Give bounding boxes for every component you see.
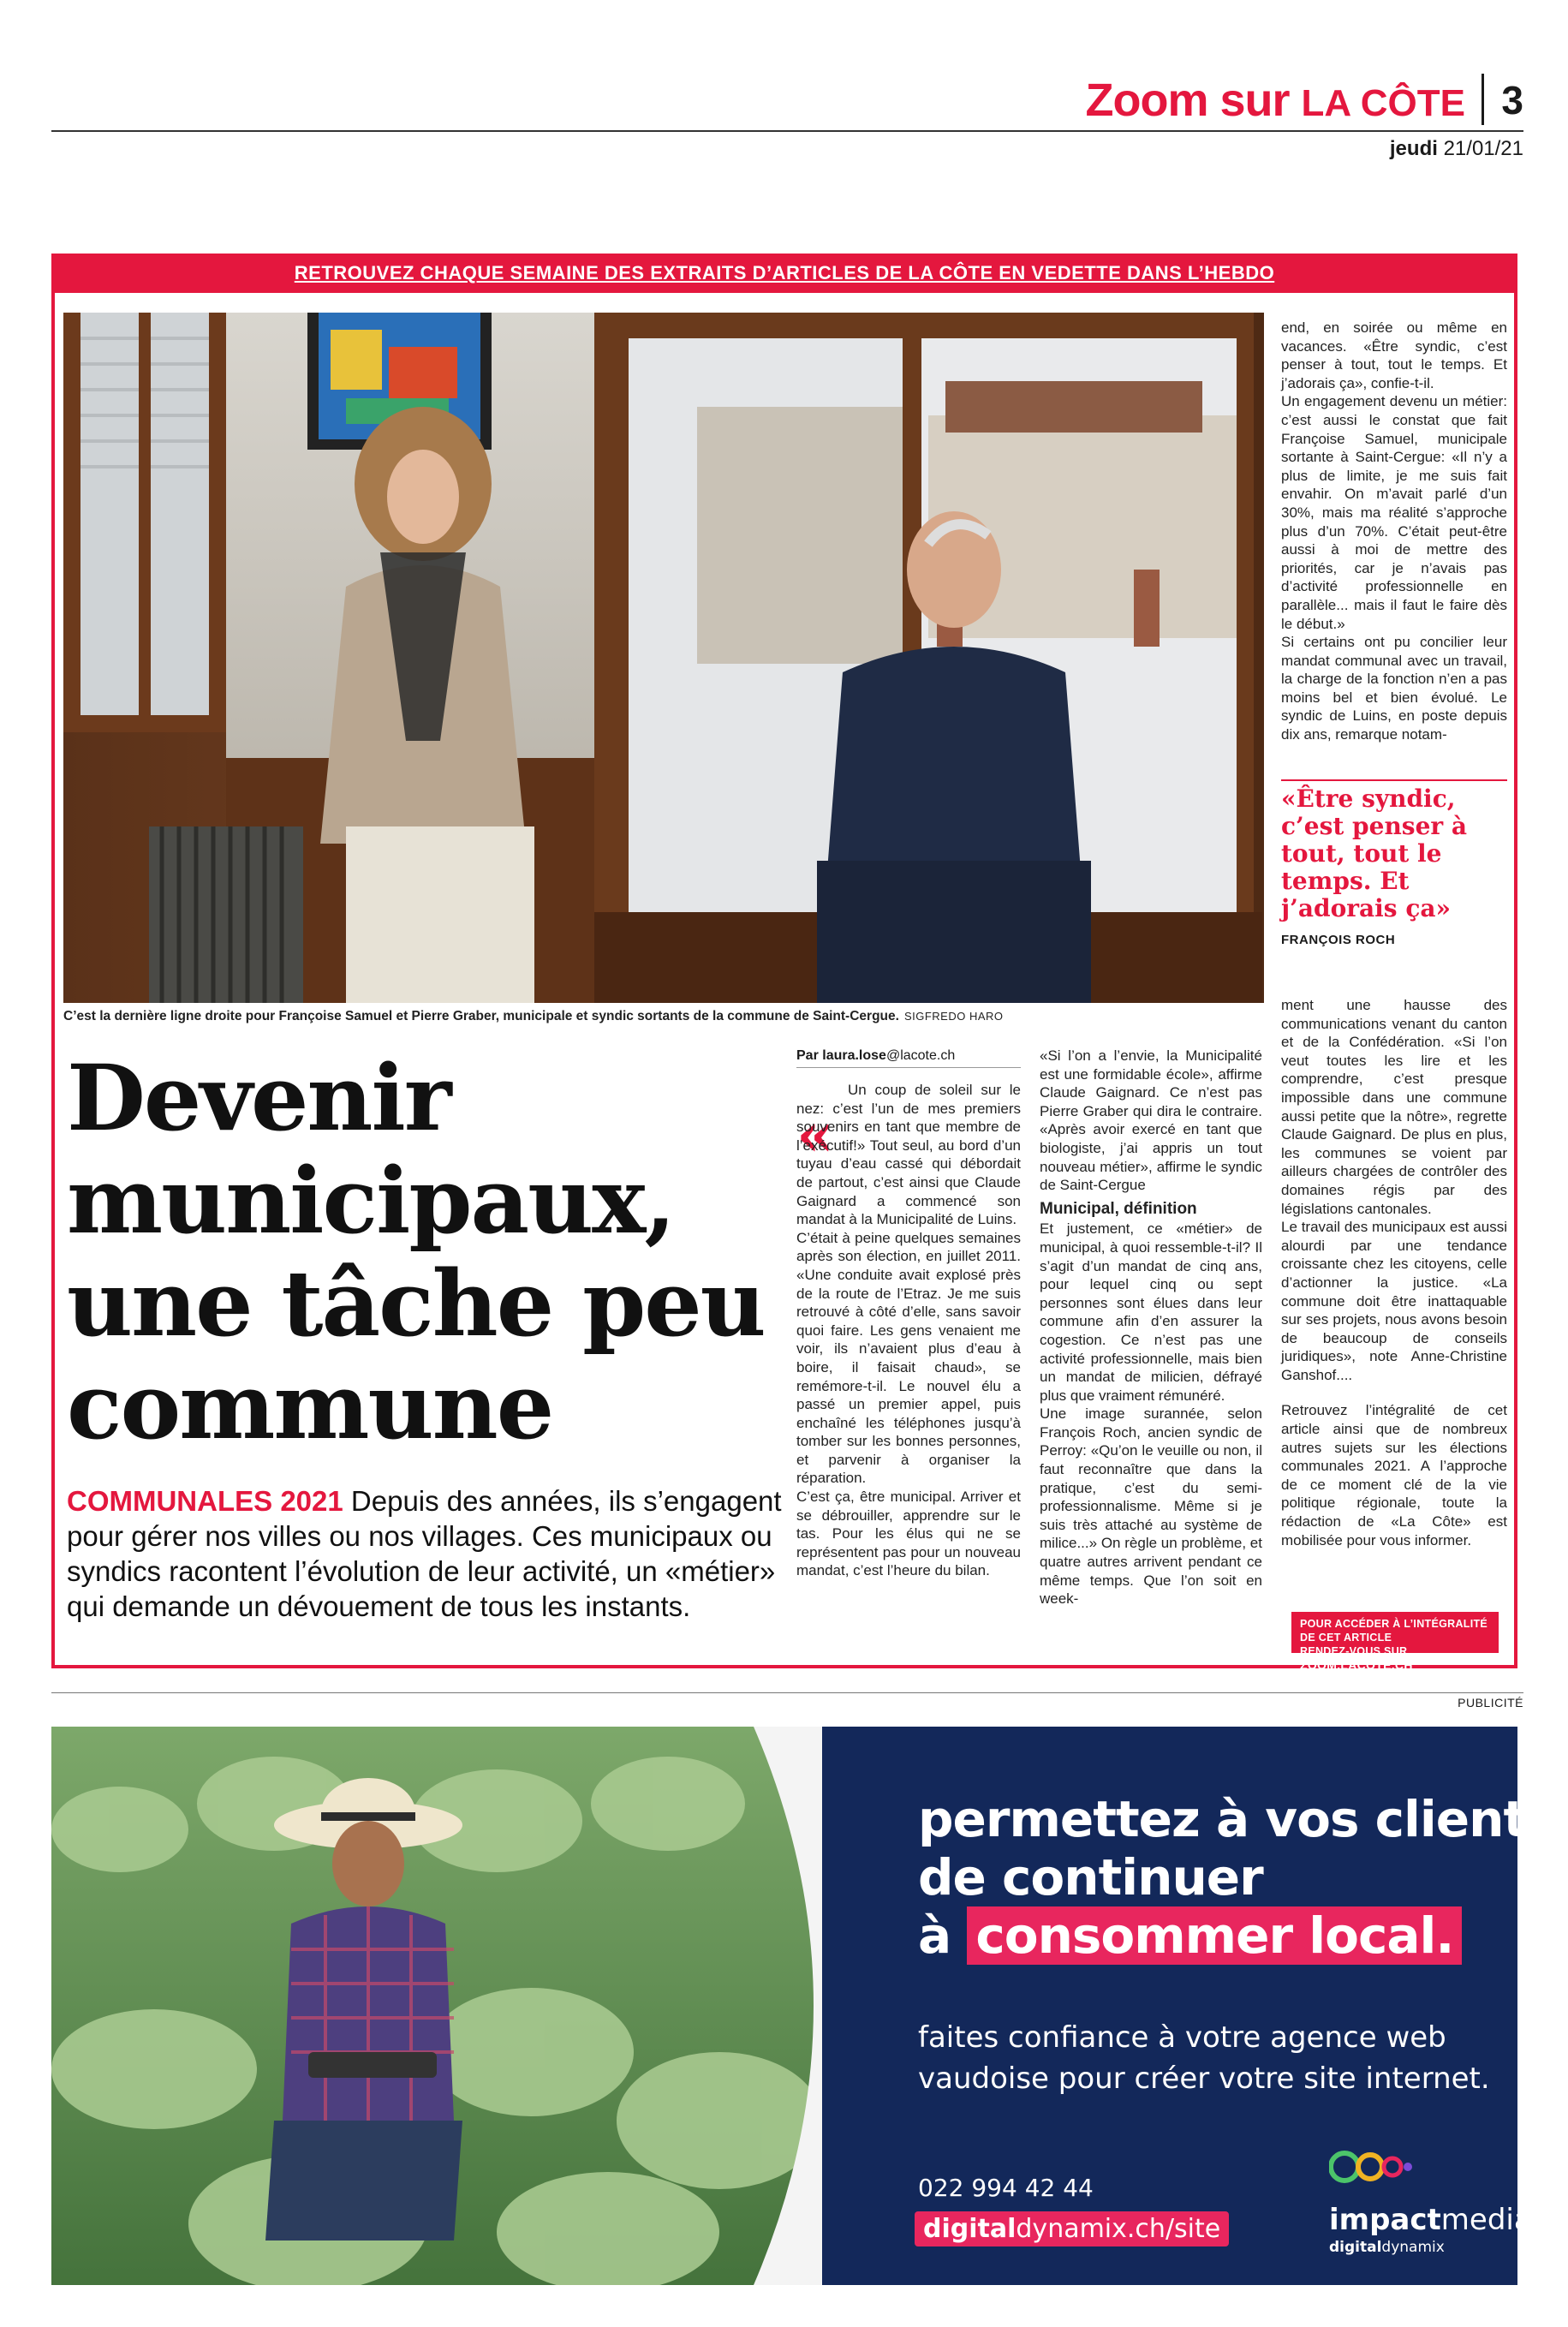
photo-illustration: [63, 313, 1264, 1003]
pull-quote-rule: [1281, 779, 1507, 781]
ad-brand-bold: impact: [1329, 2203, 1441, 2237]
page-number: 3: [1501, 78, 1523, 122]
column-right-top: [1281, 319, 1507, 744]
impactmedias-logo-icon: [1329, 2141, 1432, 2193]
issue-date-value: 21/01/21: [1443, 137, 1523, 160]
cta-url[interactable]: ZOOM.LACOTE.CH: [1300, 1658, 1413, 1672]
article-photo: [63, 313, 1264, 1003]
ad-brand: [1329, 2203, 1547, 2237]
article-banner: [51, 254, 1517, 293]
banner-text: RETROUVEZ CHAQUE SEMAINE DES EXTRAITS D’ARTICLES DE LA CÔTE EN VEDETTE DANS L’HEBDO: [294, 262, 1275, 283]
pull-quote-text: «Être syndic, c’est penser à tout, tout le temps. Et j’adorais ça»: [1281, 785, 1468, 922]
ad-subtext-line1: faites confiance à votre agence web: [918, 2020, 1446, 2055]
colR-paragraph: end, en soirée ou même en vacances. «Être syndic, c’est penser à tout, tout le temps. Et j’adorais ça», confie-t-il.: [1281, 319, 1507, 391]
col1-paragraph: Un coup de soleil sur le nez: c’est l’un de mes premiers souvenirs en tant que membre de l’exécutif!» Tout seul, au bord d’un tuyau d’eau cassé qui débordait de partout, c’est ainsi que Claude Gaignard a commencé son mandat à la Municipalité de Luins.: [796, 1082, 1021, 1228]
header-separator: [1482, 74, 1484, 125]
col2-paragraph: Et justement, ce «métier» de municipal, à quoi ressemble-t-il? Il s’agit d’un mandat de cinq ans, pour lequel cinq ou sept personnes sont élues dans leur commune afin d’en assurer la cogestion. Ce n’est pas une activité professionnelle, mais bien un mandat de milicien, défrayé plus que vraiment rémunéré.: [1040, 1220, 1262, 1404]
lead-kicker: COMMUNALES 2021: [67, 1485, 343, 1517]
byline-domain: @lacote.ch: [885, 1048, 956, 1063]
cta-prefix: RENDEZ-VOUS SUR: [1300, 1645, 1408, 1657]
col3-paragraph: ment une hausse des communications venant du canton et de la Confédération. «Si l’on veut toutes les lire et les comprendre, c’est presque impossible dans une commune aussi petite que la nôtre», regrette Claude Gaignard. De plus en plus, les communes se voient par ailleurs chargées de contrôler des domaines régis par des législations cantonales.: [1281, 997, 1507, 1217]
colR-paragraph: Si certains ont pu concilier leur mandat communal avec un travail, la charge de la fonction n’en a pas moins bel et bien évolué. Le syndic de Luins, en poste depuis dix ans, remarque notam-: [1281, 634, 1507, 743]
column-1: [796, 1081, 1021, 1580]
cta-line-1: POUR ACCÉDER À L’INTÉGRALITÉ DE CET ARTICLE: [1300, 1618, 1488, 1644]
issue-weekday: jeudi: [1389, 137, 1438, 160]
column-2: [1040, 1047, 1262, 1608]
col3-paragraph: Le travail des municipaux est aussi alourdi par une tendance croissante chez les citoyens, celle d’actionner la justice. «La commune doit être inattaquable sur ses projets, nous avons besoin de beaucoup de conseils juridiques», note Anne-Christine Ganshof....: [1281, 1219, 1507, 1383]
ad-photo-illustration: [51, 1727, 822, 2285]
publicite-label: PUBLICITÉ: [1458, 1696, 1523, 1709]
ad-brand-sub-rest: dynamix: [1381, 2239, 1445, 2256]
pull-quote: [1281, 785, 1507, 947]
ad-headline-line1: permettez à vos clients: [918, 1790, 1555, 1848]
ad-url-bold: digital: [923, 2214, 1017, 2244]
cta-line-2: [1300, 1644, 1490, 1673]
caption-text: C’est la dernière ligne droite pour Françoise Samuel et Pierre Graber, municipale et syndic sortants de la commune de Saint-Cergue.: [63, 1009, 899, 1023]
section-title: [1086, 74, 1466, 127]
photo-credit: SIGFREDO HARO: [903, 1010, 1004, 1023]
byline-author: Par laura.lose: [796, 1048, 886, 1063]
publicite-rule: [51, 1692, 1523, 1693]
ad-brand-sub-bold: digital: [1329, 2239, 1382, 2256]
ad-phone[interactable]: 022 994 42 44: [918, 2174, 1094, 2202]
column-3: [1281, 996, 1507, 1549]
ad-photo: [51, 1727, 822, 2285]
ad-subtext-line2: vaudoise pour créer votre site internet.: [918, 2061, 1490, 2096]
ad-headline: [918, 1790, 1555, 1965]
lead-text: Depuis des années, ils s’engagent pour gérer nos villes ou nos villages. Ces municipaux ou syndics racontent l’évolution de leur activité, un «métier» qui demande un dévouement de tous les instants.: [67, 1485, 782, 1622]
ad-url[interactable]: [915, 2211, 1229, 2246]
article-lead: [67, 1483, 786, 1624]
ad-subtext: [918, 2017, 1490, 2099]
section-name: LA CÔTE: [1301, 82, 1465, 124]
header-rule: [51, 130, 1523, 132]
ad-headline-highlight: consommer local.: [967, 1906, 1462, 1965]
ad-headline-prefix: à: [918, 1906, 951, 1965]
byline: [796, 1048, 1021, 1068]
ad-brand-rest: medias: [1440, 2203, 1547, 2237]
col2-paragraph: Une image surannée, selon François Roch, ancien syndic de Perroy: «Qu’on le veuille ou non, il faut reconnaître que dans la pratique, c’est du semi-professionnalisme. Même si je suis très attaché au système de milice...» On règle un problème, et quatre autres arrivent pendant ce même temps. Que l’on soit en week-: [1040, 1405, 1262, 1608]
issue-date: [1390, 137, 1523, 161]
drop-quote-mark: «: [796, 1099, 834, 1170]
article-cta[interactable]: [1291, 1612, 1499, 1672]
photo-caption: [63, 1009, 1264, 1024]
col3-paragraph: Retrouvez l’intégralité de cet article ainsi que de nombreux autres sujets sur les élections communales 2021. A l’approche de ce moment clé de la vie politique régionale, toute la rédaction de «La Côte» est mobilisée pour vous informer.: [1281, 1402, 1507, 1548]
section-prefix: Zoom sur: [1085, 75, 1290, 126]
ad-url-rest: dynamix.ch/site: [1016, 2214, 1221, 2244]
ad-headline-line2: de continuer: [918, 1848, 1263, 1906]
ad-brand-sub: [1329, 2239, 1445, 2256]
article-headline: Devenir municipaux, une tâche peu commune: [67, 1044, 765, 1459]
colR-paragraph: Un engagement devenu un métier: c’est aussi le constat que fait Françoise Samuel, municipale sortante à Saint-Cergue: «Il n’y a plus de limite, je me suis fait envahir. On m’avait parlé d’un 30%, mais ma réalité s’approche plus d’un 70%. C’était peut-être aussi à moi de mettre des priorités, car je n’avais pas d’activité professionnelle en parallèle... mais il faut le faire dès le début.»: [1281, 393, 1507, 632]
col2-subhead: Municipal, définition: [1040, 1199, 1197, 1218]
col2-paragraph: «Si l’on a l’envie, la Municipalité est une formidable école», affirme Claude Gaignard. Ce n’est pas Pierre Graber qui dira le contraire. «Après avoir exercé en tant que biologiste, j’ai appris un tout nouveau métier», affirme le syndic de Saint-Cergue: [1040, 1047, 1262, 1194]
pull-quote-author: FRANÇOIS ROCH: [1281, 933, 1396, 947]
col1-paragraph: C’est ça, être municipal. Arriver et se débrouiller, apprendre sur le tas. Pour les élus qui ne se représentent pas pour un nouveau mandat, c’est l’heure du bilan.: [796, 1489, 1021, 1579]
ad-headline-line3: [918, 1906, 1555, 1965]
col1-paragraph: C’était à peine quelques semaines après son élection, en juillet 2011. «Une conduite avait explosé près de la route de l’Etraz. Je me suis retrouvé à côté d’elle, sans savoir quoi faire. Les gens venaient me voir, ils n’avaient plus d’eau à boire, il faisait chaud», se remémore-t-il. Le nouvel élu a passé un premier appel, puis enchaîné les téléphones jusqu’à tomber sur les bonnes personnes, et parvenir à organiser la réparation.: [796, 1229, 1021, 1487]
